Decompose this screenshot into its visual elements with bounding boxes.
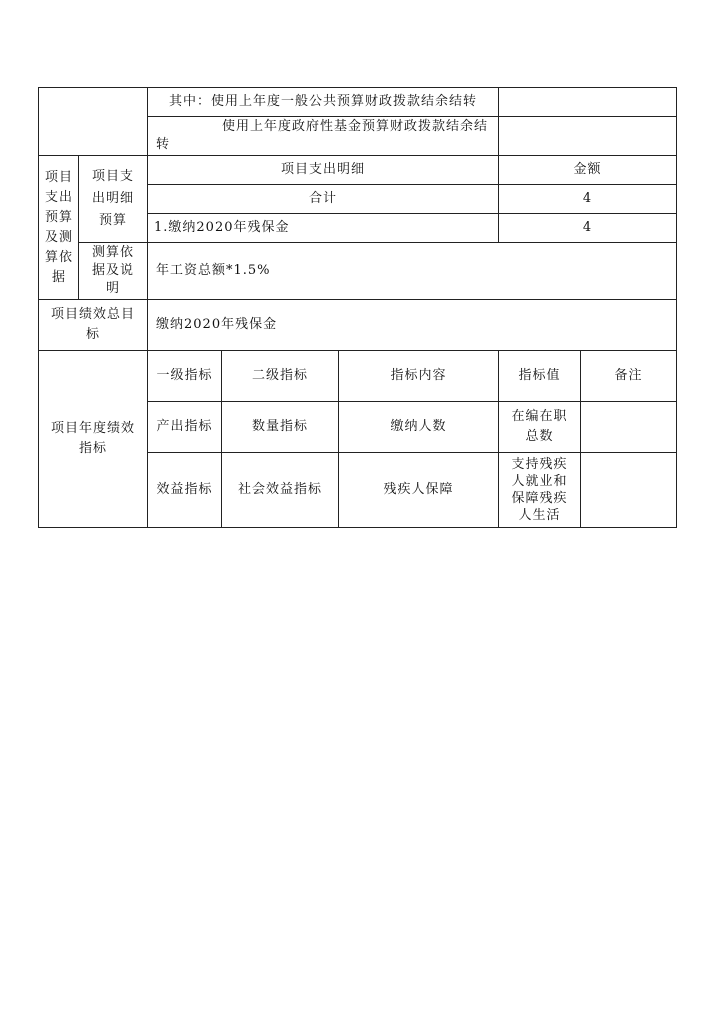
detail-budget-text: 项目支出明细预算 bbox=[91, 169, 134, 228]
carryover-fund-label bbox=[148, 117, 498, 155]
table-row bbox=[148, 214, 498, 242]
indicator-row-2-level1 bbox=[148, 453, 221, 527]
performance-goal-value-text: 缴纳2020年残保金 bbox=[156, 317, 278, 332]
header-level2 bbox=[222, 351, 338, 401]
performance-goal-label-text: 项目绩效总目标 bbox=[50, 307, 135, 342]
calc-basis-value bbox=[148, 243, 676, 299]
indicator-row-2-value bbox=[499, 453, 580, 527]
indicator-level1-text: 产出指标 bbox=[156, 419, 213, 434]
header-level1 bbox=[148, 351, 221, 401]
performance-goal-value bbox=[148, 300, 676, 350]
indicator-value-text: 在编在职总数 bbox=[511, 409, 568, 444]
indicators-section-label bbox=[39, 351, 147, 527]
total-amount-text: 4 bbox=[582, 191, 593, 206]
indicators-section-text: 项目年度绩效指标 bbox=[50, 421, 135, 456]
calc-basis-value-text: 年工资总额*1.5% bbox=[156, 263, 271, 278]
item-amount-text: 4 bbox=[582, 220, 593, 235]
item-name: 1.缴纳2020年残保金 bbox=[154, 220, 290, 235]
carryover-fund-line2: 转 bbox=[156, 137, 171, 152]
performance-goal-label bbox=[39, 300, 147, 350]
budget-basis-section-text: 项目支出预算及测算依据 bbox=[44, 170, 73, 285]
header-note bbox=[581, 351, 676, 401]
indicator-level2-text: 数量指标 bbox=[251, 419, 308, 434]
carryover-general-text: 其中：使用上年度一般公共预算财政拨款结余结转 bbox=[168, 94, 477, 109]
header-content bbox=[339, 351, 498, 401]
item-amount bbox=[499, 214, 676, 242]
total-amount bbox=[499, 185, 676, 213]
header-detail-text: 项目支出明细 bbox=[280, 162, 365, 177]
header-value bbox=[499, 351, 580, 401]
indicator-row-2-note bbox=[581, 453, 676, 527]
carryover-fund-line1: 使用上年度政府性基金预算财政拨款结余结 bbox=[221, 119, 488, 134]
budget-basis-section-label bbox=[42, 158, 76, 298]
indicator-value-text: 支持残疾人就业和保障残疾人生活 bbox=[511, 457, 568, 523]
total-label-text: 合计 bbox=[308, 191, 337, 206]
header-note-text: 备注 bbox=[614, 368, 643, 383]
header-value-text: 指标值 bbox=[518, 368, 561, 383]
calc-basis-text: 测算依据及说明 bbox=[91, 245, 134, 296]
total-label bbox=[148, 185, 498, 213]
indicator-row-1-value bbox=[499, 402, 580, 452]
indicator-level2-text: 社会效益指标 bbox=[237, 482, 322, 497]
indicator-row-2-level2 bbox=[222, 453, 338, 527]
indicator-row-1-note bbox=[581, 402, 676, 452]
header-level1-text: 一级指标 bbox=[156, 368, 213, 383]
indicator-row-2-content bbox=[339, 453, 498, 527]
indicator-row-1-level1 bbox=[148, 402, 221, 452]
detail-budget-label bbox=[84, 158, 142, 240]
header-level2-text: 二级指标 bbox=[251, 368, 308, 383]
header-amount bbox=[499, 156, 676, 184]
header-detail bbox=[148, 156, 498, 184]
indicator-level1-text: 效益指标 bbox=[156, 482, 213, 497]
indicator-row-1-level2 bbox=[222, 402, 338, 452]
carryover-general-label bbox=[148, 88, 498, 116]
header-amount-text: 金额 bbox=[573, 162, 602, 177]
indicator-content-text: 残疾人保障 bbox=[383, 482, 454, 497]
calc-basis-label bbox=[84, 243, 142, 299]
header-content-text: 指标内容 bbox=[390, 368, 447, 383]
indicator-row-1-content bbox=[339, 402, 498, 452]
indicator-content-text: 缴纳人数 bbox=[390, 419, 447, 434]
